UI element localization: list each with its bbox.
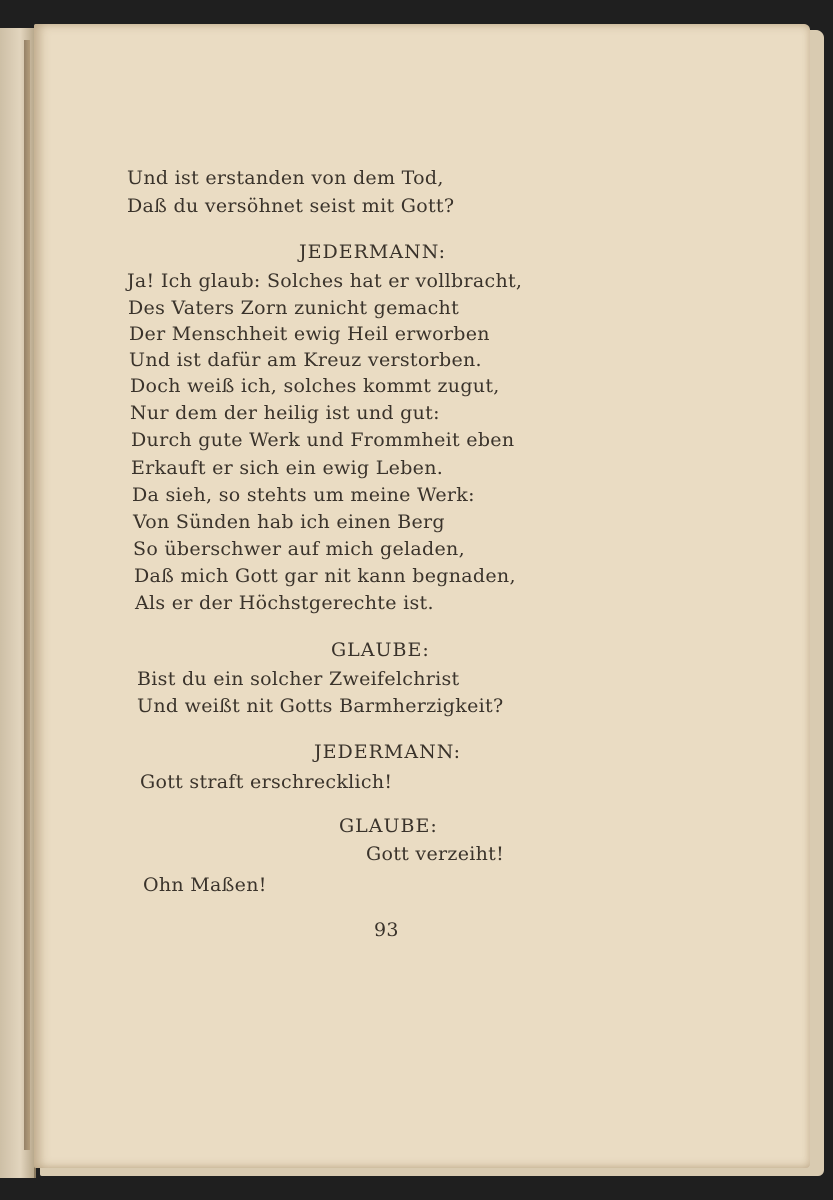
verse-line: Nur dem der heilig ist und gut:: [130, 402, 440, 424]
verse-line: Doch weiß ich, solches kommt zugut,: [130, 375, 500, 397]
verse-line: Von Sünden hab ich einen Berg: [133, 511, 445, 533]
verse-line: Da sieh, so stehts um meine Werk:: [132, 484, 475, 506]
page-number: 93: [374, 919, 399, 941]
verse-line: Erkauft er sich ein ewig Leben.: [131, 457, 444, 479]
verse-line: Als er der Höchstgerechte ist.: [135, 592, 434, 614]
verse-line: Des Vaters Zorn zunicht gemacht: [128, 297, 460, 319]
speaker-heading: GLAUBE:: [331, 639, 430, 661]
verse-line: Gott verzeiht!: [366, 843, 505, 865]
verse-line: Und ist dafür am Kreuz verstorben.: [129, 349, 482, 371]
verse-line: Daß mich Gott gar nit kann begnaden,: [134, 565, 516, 587]
verse-line: Durch gute Werk und Frommheit eben: [131, 429, 515, 451]
verse-line: Daß du versöhnet seist mit Gott?: [127, 195, 455, 217]
verse-line: Gott straft erschrecklich!: [140, 771, 393, 793]
verse-line: So überschwer auf mich geladen,: [133, 538, 465, 560]
speaker-heading: GLAUBE:: [339, 815, 438, 837]
speaker-heading: JEDERMANN:: [299, 241, 447, 263]
speaker-heading: JEDERMANN:: [314, 741, 462, 763]
verse-line: Und weißt nit Gotts Barmherzigkeit?: [137, 695, 504, 717]
verse-line: Bist du ein solcher Zweifelchrist: [137, 668, 460, 690]
verse-line: Ja! Ich glaub: Solches hat er vollbracht,: [127, 270, 523, 292]
verse-line: Der Menschheit ewig Heil erworben: [129, 323, 490, 345]
verse-line: Und ist erstanden von dem Tod,: [127, 167, 444, 189]
verse-line: Ohn Maßen!: [143, 874, 267, 896]
